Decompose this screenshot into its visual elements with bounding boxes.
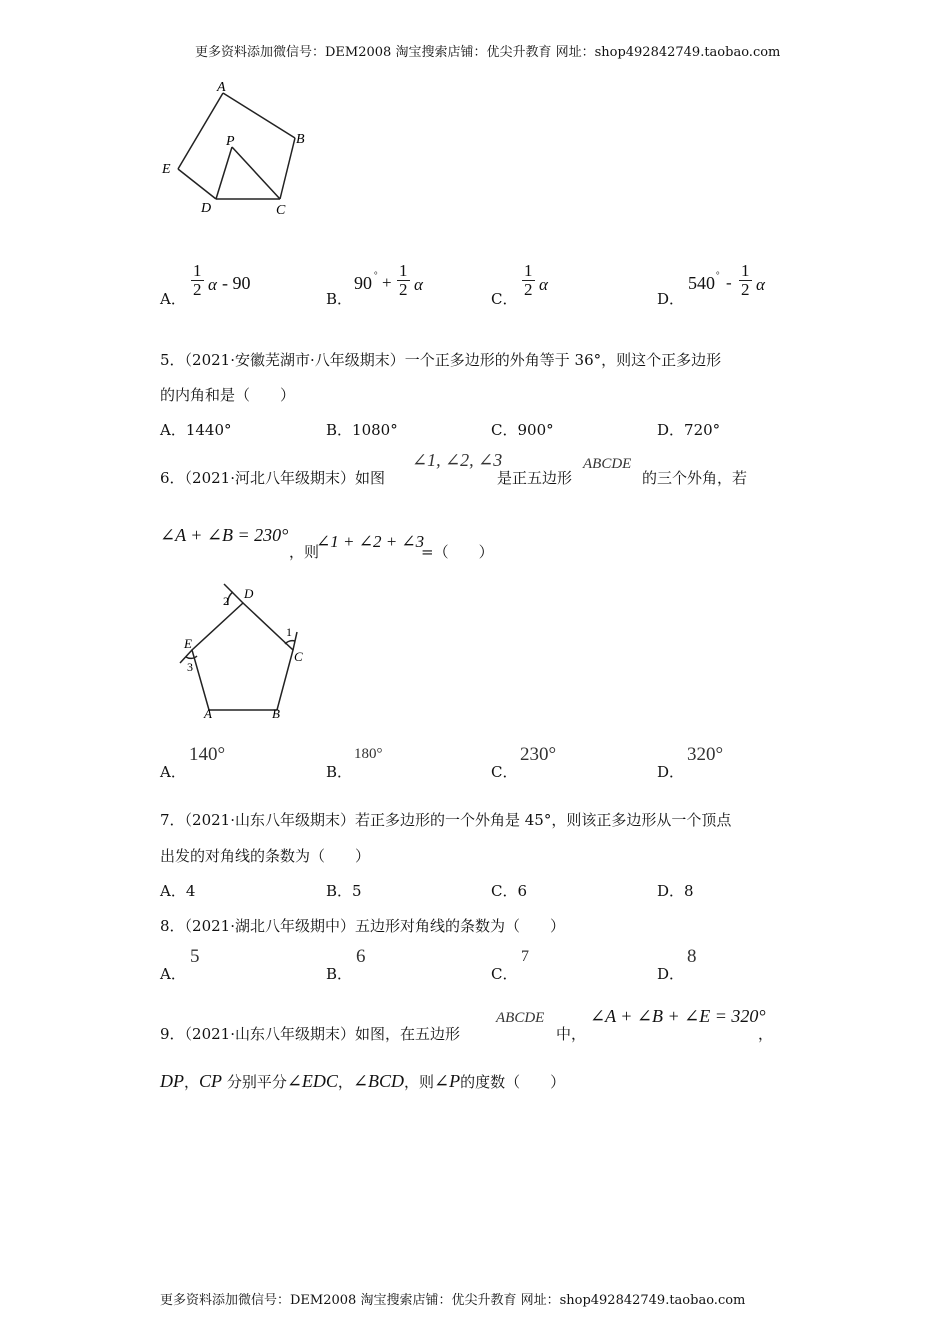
q8-option-b[interactable]: B． 6 — [326, 946, 366, 983]
q6-label-3: 3 — [187, 660, 193, 674]
page-header: 更多资料添加微信号：DEM2008 淘宝搜索店铺：优尖升教育 网址：shop492842749.taobao.com — [195, 45, 781, 60]
q4-label-e: E — [162, 162, 171, 177]
q4-label-a: A — [217, 80, 226, 95]
q8-option-d[interactable]: D． 8 — [657, 946, 697, 983]
q5-option-c[interactable]: C．900° — [491, 421, 554, 439]
q6-label-c: C — [294, 649, 303, 664]
q6-condition: ∠A + ∠B = 230° — [160, 525, 289, 545]
option-label: C． — [491, 290, 518, 308]
q8-option-c[interactable]: C． 7 — [491, 948, 529, 983]
q6-label-a: A — [204, 706, 212, 721]
q4-edge-ea — [178, 93, 223, 169]
q6-angles: ∠1, ∠2, ∠3 — [412, 450, 503, 470]
q4-edge-dp — [216, 147, 232, 199]
q4-label-d: D — [201, 201, 212, 216]
q8-option-a[interactable]: A． 5 — [160, 946, 200, 983]
q6-option-b[interactable]: B． 180° — [326, 746, 383, 781]
q4-label-b: B — [296, 132, 305, 147]
q6-stem-suffix: 的三个外角，若 — [642, 469, 748, 487]
option-label: B． — [326, 290, 353, 308]
q4-label-c: C — [276, 203, 286, 218]
q6-pentagon — [192, 603, 293, 710]
q6-label-1: 1 — [286, 625, 292, 639]
fraction: $\frac{1}{2}$ — [193, 261, 202, 299]
q5-stem-line2: 的内角和是（ ） — [160, 386, 296, 404]
q9-polygon-name: ABCDE — [496, 1010, 545, 1026]
q4-option-b[interactable]: B． 90 ° + $\frac{1}{2}$ α — [326, 261, 423, 308]
q6-stem-mid: 是正五边形 — [497, 469, 573, 487]
q6-stem-prefix: 6．（2021·河北八年级期末）如图 — [160, 469, 385, 487]
fraction: $\frac{1}{2}$ — [741, 261, 750, 299]
q9-line2: DP，CP 分别平分∠EDC，∠BCD，则∠P的度数（ ） — [160, 1071, 566, 1091]
q6-label-2: 2 — [223, 594, 229, 608]
q5-option-b[interactable]: B．1080° — [326, 421, 398, 439]
page-footer: 更多资料添加微信号：DEM2008 淘宝搜索店铺：优尖升教育 网址：shop492842749.taobao.com — [160, 1293, 746, 1308]
q7-option-a[interactable]: A．4 — [160, 882, 196, 900]
q9-stem-prefix: 9．（2021·山东八年级期末）如图，在五边形 — [160, 1025, 460, 1043]
q6-polygon-name: ABCDE — [583, 456, 632, 472]
q7-option-c[interactable]: C．6 — [491, 882, 528, 900]
q4-edge-de — [178, 169, 216, 199]
q6-arc-3 — [186, 656, 197, 658]
q4-option-d[interactable]: D． 540 ° - $\frac{1}{2}$ α — [657, 261, 765, 308]
q7-option-b[interactable]: B．5 — [326, 882, 362, 900]
q6-sum: ∠1 + ∠2 + ∠3 — [316, 532, 425, 551]
q9-comma: ， — [758, 1025, 774, 1043]
q6-option-c[interactable]: C． 230° — [491, 744, 557, 781]
q6-label-d: D — [244, 586, 254, 601]
q9-condition: ∠A + ∠B + ∠E = 320° — [590, 1006, 766, 1026]
q4-edge-ab — [223, 93, 295, 138]
q9-stem-mid: 中， — [556, 1025, 587, 1043]
q4-edge-pc — [232, 147, 280, 199]
q6-arc-1 — [285, 641, 295, 644]
fraction: $\frac{1}{2}$ — [524, 261, 533, 299]
q5-option-a[interactable]: A．1440° — [160, 421, 232, 439]
q4-option-c[interactable]: C． $\frac{1}{2}$ α — [491, 261, 548, 308]
q6-ask: =（ ） — [421, 543, 494, 561]
q5-stem-line1: 5．（2021·安徽芜湖市·八年级期末）一个正多边形的外角等于 36°，则这个正多边形 — [160, 351, 722, 369]
q6-then: ，则 — [289, 543, 320, 561]
q6-option-d[interactable]: D． 320° — [657, 744, 724, 781]
q5-option-d[interactable]: D．720° — [657, 421, 721, 439]
q7-option-d[interactable]: D．8 — [657, 882, 694, 900]
fraction: $\frac{1}{2}$ — [399, 261, 408, 299]
q6-option-a[interactable]: A． 140° — [160, 744, 226, 781]
q7-stem-line2: 出发的对角线的条数为（ ） — [160, 847, 371, 865]
q6-figure — [175, 578, 325, 723]
q4-edge-bc — [280, 138, 295, 199]
q4-label-p: P — [226, 134, 235, 149]
q4-figure — [150, 75, 320, 220]
q8-stem: 8．（2021·湖北八年级期中）五边形对角线的条数为（ ） — [160, 917, 565, 935]
q6-label-e: E — [184, 636, 192, 651]
q7-stem-line1: 7．（2021·山东八年级期末）若正多边形的一个外角是 45°，则该正多边形从一个顶点 — [160, 811, 732, 829]
q6-label-b: B — [272, 706, 280, 721]
option-label: A． — [160, 290, 186, 308]
option-label: D． — [657, 290, 685, 308]
